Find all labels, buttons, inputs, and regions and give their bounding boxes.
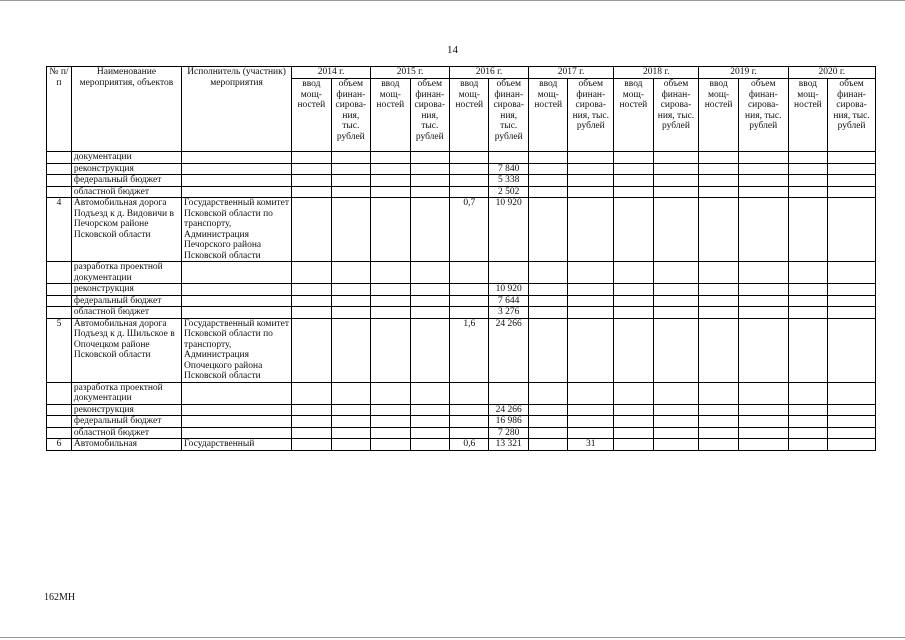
capacity-cell bbox=[699, 152, 738, 164]
funding-cell bbox=[410, 186, 449, 198]
funding-cell bbox=[653, 404, 699, 416]
funding-cell bbox=[828, 439, 876, 451]
capacity-cell bbox=[614, 163, 653, 175]
capacity-cell bbox=[528, 262, 567, 284]
funding-cell bbox=[489, 262, 528, 284]
capacity-cell bbox=[528, 163, 567, 175]
funding-cell: 31 bbox=[568, 439, 614, 451]
capacity-cell bbox=[528, 404, 567, 416]
row-number bbox=[47, 295, 72, 307]
funding-cell: 24 266 bbox=[489, 318, 528, 382]
capacity-cell: 0,7 bbox=[450, 198, 489, 262]
row-name: областной бюджет bbox=[71, 186, 181, 198]
header-funding-3: объем финан-сирова-ния, тыс. рублей bbox=[568, 79, 614, 152]
table-row bbox=[47, 427, 876, 439]
row-number bbox=[47, 152, 72, 164]
funding-cell bbox=[828, 175, 876, 187]
header-year-3: 2017 г. bbox=[528, 67, 613, 79]
capacity-cell bbox=[528, 152, 567, 164]
table-row bbox=[47, 318, 876, 382]
capacity-cell bbox=[614, 175, 653, 187]
funding-cell: 10 920 bbox=[489, 284, 528, 296]
capacity-cell bbox=[788, 284, 827, 296]
funding-cell bbox=[653, 186, 699, 198]
header-year-5: 2019 г. bbox=[699, 67, 788, 79]
row-executor bbox=[182, 163, 292, 175]
funding-cell bbox=[653, 439, 699, 451]
header-capacity-5: ввод мощ-ностей bbox=[699, 79, 738, 152]
funding-cell bbox=[828, 404, 876, 416]
capacity-cell bbox=[292, 439, 331, 451]
capacity-cell bbox=[788, 163, 827, 175]
capacity-cell bbox=[699, 427, 738, 439]
funding-cell bbox=[331, 416, 370, 428]
row-executor bbox=[182, 295, 292, 307]
capacity-cell bbox=[699, 295, 738, 307]
capacity-cell bbox=[788, 152, 827, 164]
row-name: разработка проектной документации bbox=[71, 262, 181, 284]
capacity-cell bbox=[614, 295, 653, 307]
capacity-cell bbox=[371, 318, 410, 382]
capacity-cell bbox=[292, 262, 331, 284]
funding-cell bbox=[568, 416, 614, 428]
header-capacity-2: ввод мощ-ностей bbox=[450, 79, 489, 152]
header-capacity-6: ввод мощ-ностей bbox=[788, 79, 827, 152]
capacity-cell bbox=[614, 152, 653, 164]
header-funding-1: объем финан-сирова-ния, тыс. рублей bbox=[410, 79, 449, 152]
capacity-cell bbox=[371, 307, 410, 319]
capacity-cell bbox=[450, 295, 489, 307]
header-executor: Исполнитель (участник) мероприятия bbox=[182, 67, 292, 152]
capacity-cell bbox=[699, 318, 738, 382]
table-row bbox=[47, 382, 876, 404]
capacity-cell bbox=[292, 186, 331, 198]
capacity-cell bbox=[450, 404, 489, 416]
table-header bbox=[47, 67, 876, 152]
funding-cell bbox=[828, 307, 876, 319]
row-executor: Государственный bbox=[182, 439, 292, 451]
table-row bbox=[47, 198, 876, 262]
funding-cell bbox=[738, 295, 788, 307]
row-number bbox=[47, 404, 72, 416]
funding-cell bbox=[828, 186, 876, 198]
capacity-cell bbox=[371, 186, 410, 198]
funding-cell bbox=[410, 163, 449, 175]
funding-cell bbox=[331, 152, 370, 164]
funding-cell bbox=[489, 152, 528, 164]
row-number bbox=[47, 186, 72, 198]
funding-cell bbox=[331, 295, 370, 307]
funding-cell bbox=[410, 284, 449, 296]
row-name: федеральный бюджет bbox=[71, 175, 181, 187]
row-executor bbox=[182, 284, 292, 296]
capacity-cell bbox=[292, 318, 331, 382]
capacity-cell bbox=[371, 262, 410, 284]
capacity-cell bbox=[528, 175, 567, 187]
capacity-cell bbox=[614, 404, 653, 416]
capacity-cell bbox=[614, 427, 653, 439]
row-name: федеральный бюджет bbox=[71, 295, 181, 307]
capacity-cell bbox=[528, 284, 567, 296]
row-executor: Государственный комитет Псковской области по транспорту, Администрация Опочецкого района Псковской области bbox=[182, 318, 292, 382]
header-funding-4: объем финан-сирова-ния, тыс. рублей bbox=[653, 79, 699, 152]
funding-cell bbox=[738, 427, 788, 439]
capacity-cell bbox=[614, 198, 653, 262]
funding-cell bbox=[828, 318, 876, 382]
funding-cell bbox=[738, 382, 788, 404]
capacity-cell bbox=[292, 295, 331, 307]
capacity-cell bbox=[614, 318, 653, 382]
funding-cell: 7 280 bbox=[489, 427, 528, 439]
funding-cell bbox=[568, 404, 614, 416]
capacity-cell bbox=[699, 307, 738, 319]
funding-cell bbox=[568, 295, 614, 307]
table-row bbox=[47, 186, 876, 198]
funding-cell bbox=[410, 295, 449, 307]
funding-cell bbox=[568, 307, 614, 319]
funding-cell bbox=[568, 284, 614, 296]
capacity-cell bbox=[699, 404, 738, 416]
capacity-cell bbox=[614, 439, 653, 451]
table-row bbox=[47, 152, 876, 164]
funding-cell: 3 276 bbox=[489, 307, 528, 319]
funding-cell bbox=[653, 416, 699, 428]
funding-cell: 13 321 bbox=[489, 439, 528, 451]
funding-cell bbox=[653, 262, 699, 284]
funding-cell bbox=[828, 427, 876, 439]
funding-cell: 7 840 bbox=[489, 163, 528, 175]
funding-cell bbox=[653, 318, 699, 382]
header-capacity-1: ввод мощ-ностей bbox=[371, 79, 410, 152]
capacity-cell bbox=[450, 175, 489, 187]
row-name: областной бюджет bbox=[71, 307, 181, 319]
funding-cell bbox=[738, 163, 788, 175]
capacity-cell: 1,6 bbox=[450, 318, 489, 382]
capacity-cell bbox=[450, 163, 489, 175]
capacity-cell bbox=[292, 404, 331, 416]
funding-cell bbox=[410, 439, 449, 451]
row-executor bbox=[182, 262, 292, 284]
funding-cell bbox=[738, 439, 788, 451]
funding-cell bbox=[738, 318, 788, 382]
row-number: 6 bbox=[47, 439, 72, 451]
funding-cell bbox=[738, 262, 788, 284]
table-row bbox=[47, 307, 876, 319]
funding-cell bbox=[331, 198, 370, 262]
capacity-cell bbox=[371, 427, 410, 439]
funding-cell bbox=[738, 152, 788, 164]
capacity-cell bbox=[371, 404, 410, 416]
capacity-cell bbox=[788, 404, 827, 416]
funding-cell bbox=[653, 163, 699, 175]
table-row bbox=[47, 439, 876, 451]
capacity-cell bbox=[450, 152, 489, 164]
header-year-0: 2014 г. bbox=[292, 67, 371, 79]
capacity-cell bbox=[450, 284, 489, 296]
funding-cell bbox=[653, 152, 699, 164]
capacity-cell bbox=[371, 175, 410, 187]
capacity-cell bbox=[699, 175, 738, 187]
capacity-cell bbox=[788, 198, 827, 262]
table-body bbox=[47, 152, 876, 451]
funding-cell bbox=[331, 284, 370, 296]
capacity-cell bbox=[788, 318, 827, 382]
header-capacity-3: ввод мощ-ностей bbox=[528, 79, 567, 152]
row-number bbox=[47, 284, 72, 296]
capacity-cell bbox=[371, 416, 410, 428]
header-funding-6: объем финан-сирова-ния, тыс. рублей bbox=[828, 79, 876, 152]
capacity-cell bbox=[292, 382, 331, 404]
capacity-cell bbox=[614, 186, 653, 198]
row-executor: Государственный комитет Псковской области по транспорту, Администрация Печорского района Псковской области bbox=[182, 198, 292, 262]
row-number bbox=[47, 427, 72, 439]
row-number bbox=[47, 163, 72, 175]
funding-cell bbox=[828, 163, 876, 175]
row-executor bbox=[182, 382, 292, 404]
funding-cell bbox=[738, 404, 788, 416]
row-name: Автомобильная bbox=[71, 439, 181, 451]
capacity-cell bbox=[528, 439, 567, 451]
funding-cell bbox=[410, 262, 449, 284]
funding-cell bbox=[331, 186, 370, 198]
footer-code: 162МН bbox=[44, 592, 76, 603]
row-name: реконструкция bbox=[71, 163, 181, 175]
funding-cell bbox=[653, 295, 699, 307]
funding-cell: 5 338 bbox=[489, 175, 528, 187]
capacity-cell bbox=[699, 262, 738, 284]
capacity-cell bbox=[699, 284, 738, 296]
capacity-cell bbox=[528, 307, 567, 319]
capacity-cell bbox=[292, 284, 331, 296]
capacity-cell bbox=[788, 382, 827, 404]
row-number bbox=[47, 262, 72, 284]
funding-cell bbox=[828, 262, 876, 284]
capacity-cell bbox=[528, 427, 567, 439]
capacity-cell bbox=[788, 175, 827, 187]
capacity-cell bbox=[292, 307, 331, 319]
capacity-cell bbox=[614, 284, 653, 296]
capacity-cell bbox=[788, 186, 827, 198]
header-capacity-0: ввод мощ-ностей bbox=[292, 79, 331, 152]
capacity-cell bbox=[528, 416, 567, 428]
funding-cell bbox=[828, 198, 876, 262]
funding-cell bbox=[331, 382, 370, 404]
capacity-cell bbox=[450, 416, 489, 428]
capacity-cell bbox=[528, 186, 567, 198]
funding-cell bbox=[568, 427, 614, 439]
header-funding-5: объем финан-сирова-ния, тыс. рублей bbox=[738, 79, 788, 152]
row-number bbox=[47, 307, 72, 319]
header-name: Наименование мероприятия, объектов bbox=[71, 67, 181, 152]
funding-cell bbox=[568, 152, 614, 164]
table-row bbox=[47, 404, 876, 416]
row-executor bbox=[182, 307, 292, 319]
capacity-cell bbox=[450, 262, 489, 284]
funding-cell bbox=[331, 439, 370, 451]
funding-cell bbox=[828, 382, 876, 404]
funding-cell bbox=[331, 262, 370, 284]
capacity-cell bbox=[699, 186, 738, 198]
header-year-6: 2020 г. bbox=[788, 67, 875, 79]
capacity-cell bbox=[788, 439, 827, 451]
funding-cell: 10 920 bbox=[489, 198, 528, 262]
program-table bbox=[46, 66, 876, 451]
header-funding-0: объем финан-сирова-ния, тыс. рублей bbox=[331, 79, 370, 152]
funding-cell bbox=[331, 307, 370, 319]
row-executor bbox=[182, 186, 292, 198]
capacity-cell bbox=[528, 198, 567, 262]
capacity-cell bbox=[371, 284, 410, 296]
capacity-cell bbox=[699, 416, 738, 428]
funding-cell: 16 986 bbox=[489, 416, 528, 428]
table-row bbox=[47, 262, 876, 284]
funding-cell bbox=[568, 318, 614, 382]
table-row bbox=[47, 163, 876, 175]
header-capacity-4: ввод мощ-ностей bbox=[614, 79, 653, 152]
funding-cell bbox=[653, 307, 699, 319]
row-executor bbox=[182, 404, 292, 416]
funding-cell bbox=[331, 175, 370, 187]
capacity-cell bbox=[614, 382, 653, 404]
header-no: № п/п bbox=[47, 67, 72, 152]
capacity-cell bbox=[292, 175, 331, 187]
row-number bbox=[47, 416, 72, 428]
row-executor bbox=[182, 175, 292, 187]
funding-cell bbox=[568, 186, 614, 198]
row-executor bbox=[182, 152, 292, 164]
row-name: Автомобильная дорога Подъезд к д. Шильское в Опочецком районе Псковской области bbox=[71, 318, 181, 382]
row-number: 5 bbox=[47, 318, 72, 382]
capacity-cell bbox=[528, 318, 567, 382]
header-funding-2: объем финан-сирова-ния, тыс. рублей bbox=[489, 79, 528, 152]
funding-cell bbox=[410, 152, 449, 164]
page-number: 14 bbox=[447, 44, 458, 56]
row-executor bbox=[182, 416, 292, 428]
capacity-cell bbox=[450, 382, 489, 404]
funding-cell: 2 502 bbox=[489, 186, 528, 198]
funding-cell bbox=[410, 427, 449, 439]
funding-cell bbox=[489, 382, 528, 404]
funding-cell bbox=[738, 307, 788, 319]
table-row bbox=[47, 295, 876, 307]
row-executor bbox=[182, 427, 292, 439]
funding-cell bbox=[410, 404, 449, 416]
capacity-cell bbox=[788, 416, 827, 428]
funding-cell: 7 644 bbox=[489, 295, 528, 307]
funding-cell bbox=[331, 318, 370, 382]
capacity-cell bbox=[788, 307, 827, 319]
funding-cell: 24 266 bbox=[489, 404, 528, 416]
capacity-cell bbox=[528, 295, 567, 307]
capacity-cell bbox=[292, 198, 331, 262]
capacity-cell bbox=[788, 262, 827, 284]
funding-cell bbox=[828, 295, 876, 307]
capacity-cell bbox=[528, 382, 567, 404]
funding-cell bbox=[738, 284, 788, 296]
funding-cell bbox=[738, 186, 788, 198]
funding-cell bbox=[410, 416, 449, 428]
funding-cell bbox=[568, 262, 614, 284]
funding-cell bbox=[828, 284, 876, 296]
row-name: областной бюджет bbox=[71, 427, 181, 439]
row-number bbox=[47, 175, 72, 187]
header-year-4: 2018 г. bbox=[614, 67, 699, 79]
funding-cell bbox=[410, 198, 449, 262]
funding-cell bbox=[653, 382, 699, 404]
table-row bbox=[47, 284, 876, 296]
capacity-cell bbox=[699, 382, 738, 404]
capacity-cell bbox=[614, 416, 653, 428]
funding-cell bbox=[410, 382, 449, 404]
capacity-cell bbox=[292, 427, 331, 439]
capacity-cell bbox=[614, 307, 653, 319]
row-name: Автомобильная дорога Подъезд к д. Видовичи в Печорском районе Псковской области bbox=[71, 198, 181, 262]
funding-cell bbox=[568, 175, 614, 187]
capacity-cell bbox=[450, 427, 489, 439]
capacity-cell bbox=[292, 416, 331, 428]
table-row bbox=[47, 175, 876, 187]
funding-cell bbox=[653, 175, 699, 187]
row-name: реконструкция bbox=[71, 284, 181, 296]
funding-cell bbox=[828, 416, 876, 428]
header-year-1: 2015 г. bbox=[371, 67, 450, 79]
header-year-2: 2016 г. bbox=[450, 67, 529, 79]
capacity-cell bbox=[450, 186, 489, 198]
funding-cell bbox=[568, 198, 614, 262]
funding-cell bbox=[331, 427, 370, 439]
funding-cell bbox=[331, 163, 370, 175]
funding-cell bbox=[738, 416, 788, 428]
funding-cell bbox=[738, 198, 788, 262]
funding-cell bbox=[653, 427, 699, 439]
capacity-cell bbox=[371, 295, 410, 307]
funding-cell bbox=[738, 175, 788, 187]
row-name: федеральный бюджет bbox=[71, 416, 181, 428]
funding-cell bbox=[331, 404, 370, 416]
capacity-cell bbox=[371, 382, 410, 404]
row-number: 4 bbox=[47, 198, 72, 262]
capacity-cell bbox=[450, 307, 489, 319]
capacity-cell bbox=[371, 152, 410, 164]
row-name: реконструкция bbox=[71, 404, 181, 416]
funding-cell bbox=[568, 163, 614, 175]
funding-cell bbox=[410, 175, 449, 187]
capacity-cell bbox=[371, 198, 410, 262]
row-name: документации bbox=[71, 152, 181, 164]
table-row bbox=[47, 416, 876, 428]
capacity-cell bbox=[292, 152, 331, 164]
capacity-cell bbox=[699, 163, 738, 175]
capacity-cell bbox=[614, 262, 653, 284]
funding-cell bbox=[653, 198, 699, 262]
row-number bbox=[47, 382, 72, 404]
capacity-cell bbox=[699, 439, 738, 451]
funding-cell bbox=[410, 307, 449, 319]
row-name: разработка проектной документации bbox=[71, 382, 181, 404]
funding-cell bbox=[653, 284, 699, 296]
funding-cell bbox=[828, 152, 876, 164]
capacity-cell bbox=[788, 427, 827, 439]
capacity-cell bbox=[371, 439, 410, 451]
capacity-cell: 0,6 bbox=[450, 439, 489, 451]
capacity-cell bbox=[371, 163, 410, 175]
capacity-cell bbox=[699, 198, 738, 262]
funding-cell bbox=[568, 382, 614, 404]
funding-cell bbox=[410, 318, 449, 382]
capacity-cell bbox=[292, 163, 331, 175]
capacity-cell bbox=[788, 295, 827, 307]
